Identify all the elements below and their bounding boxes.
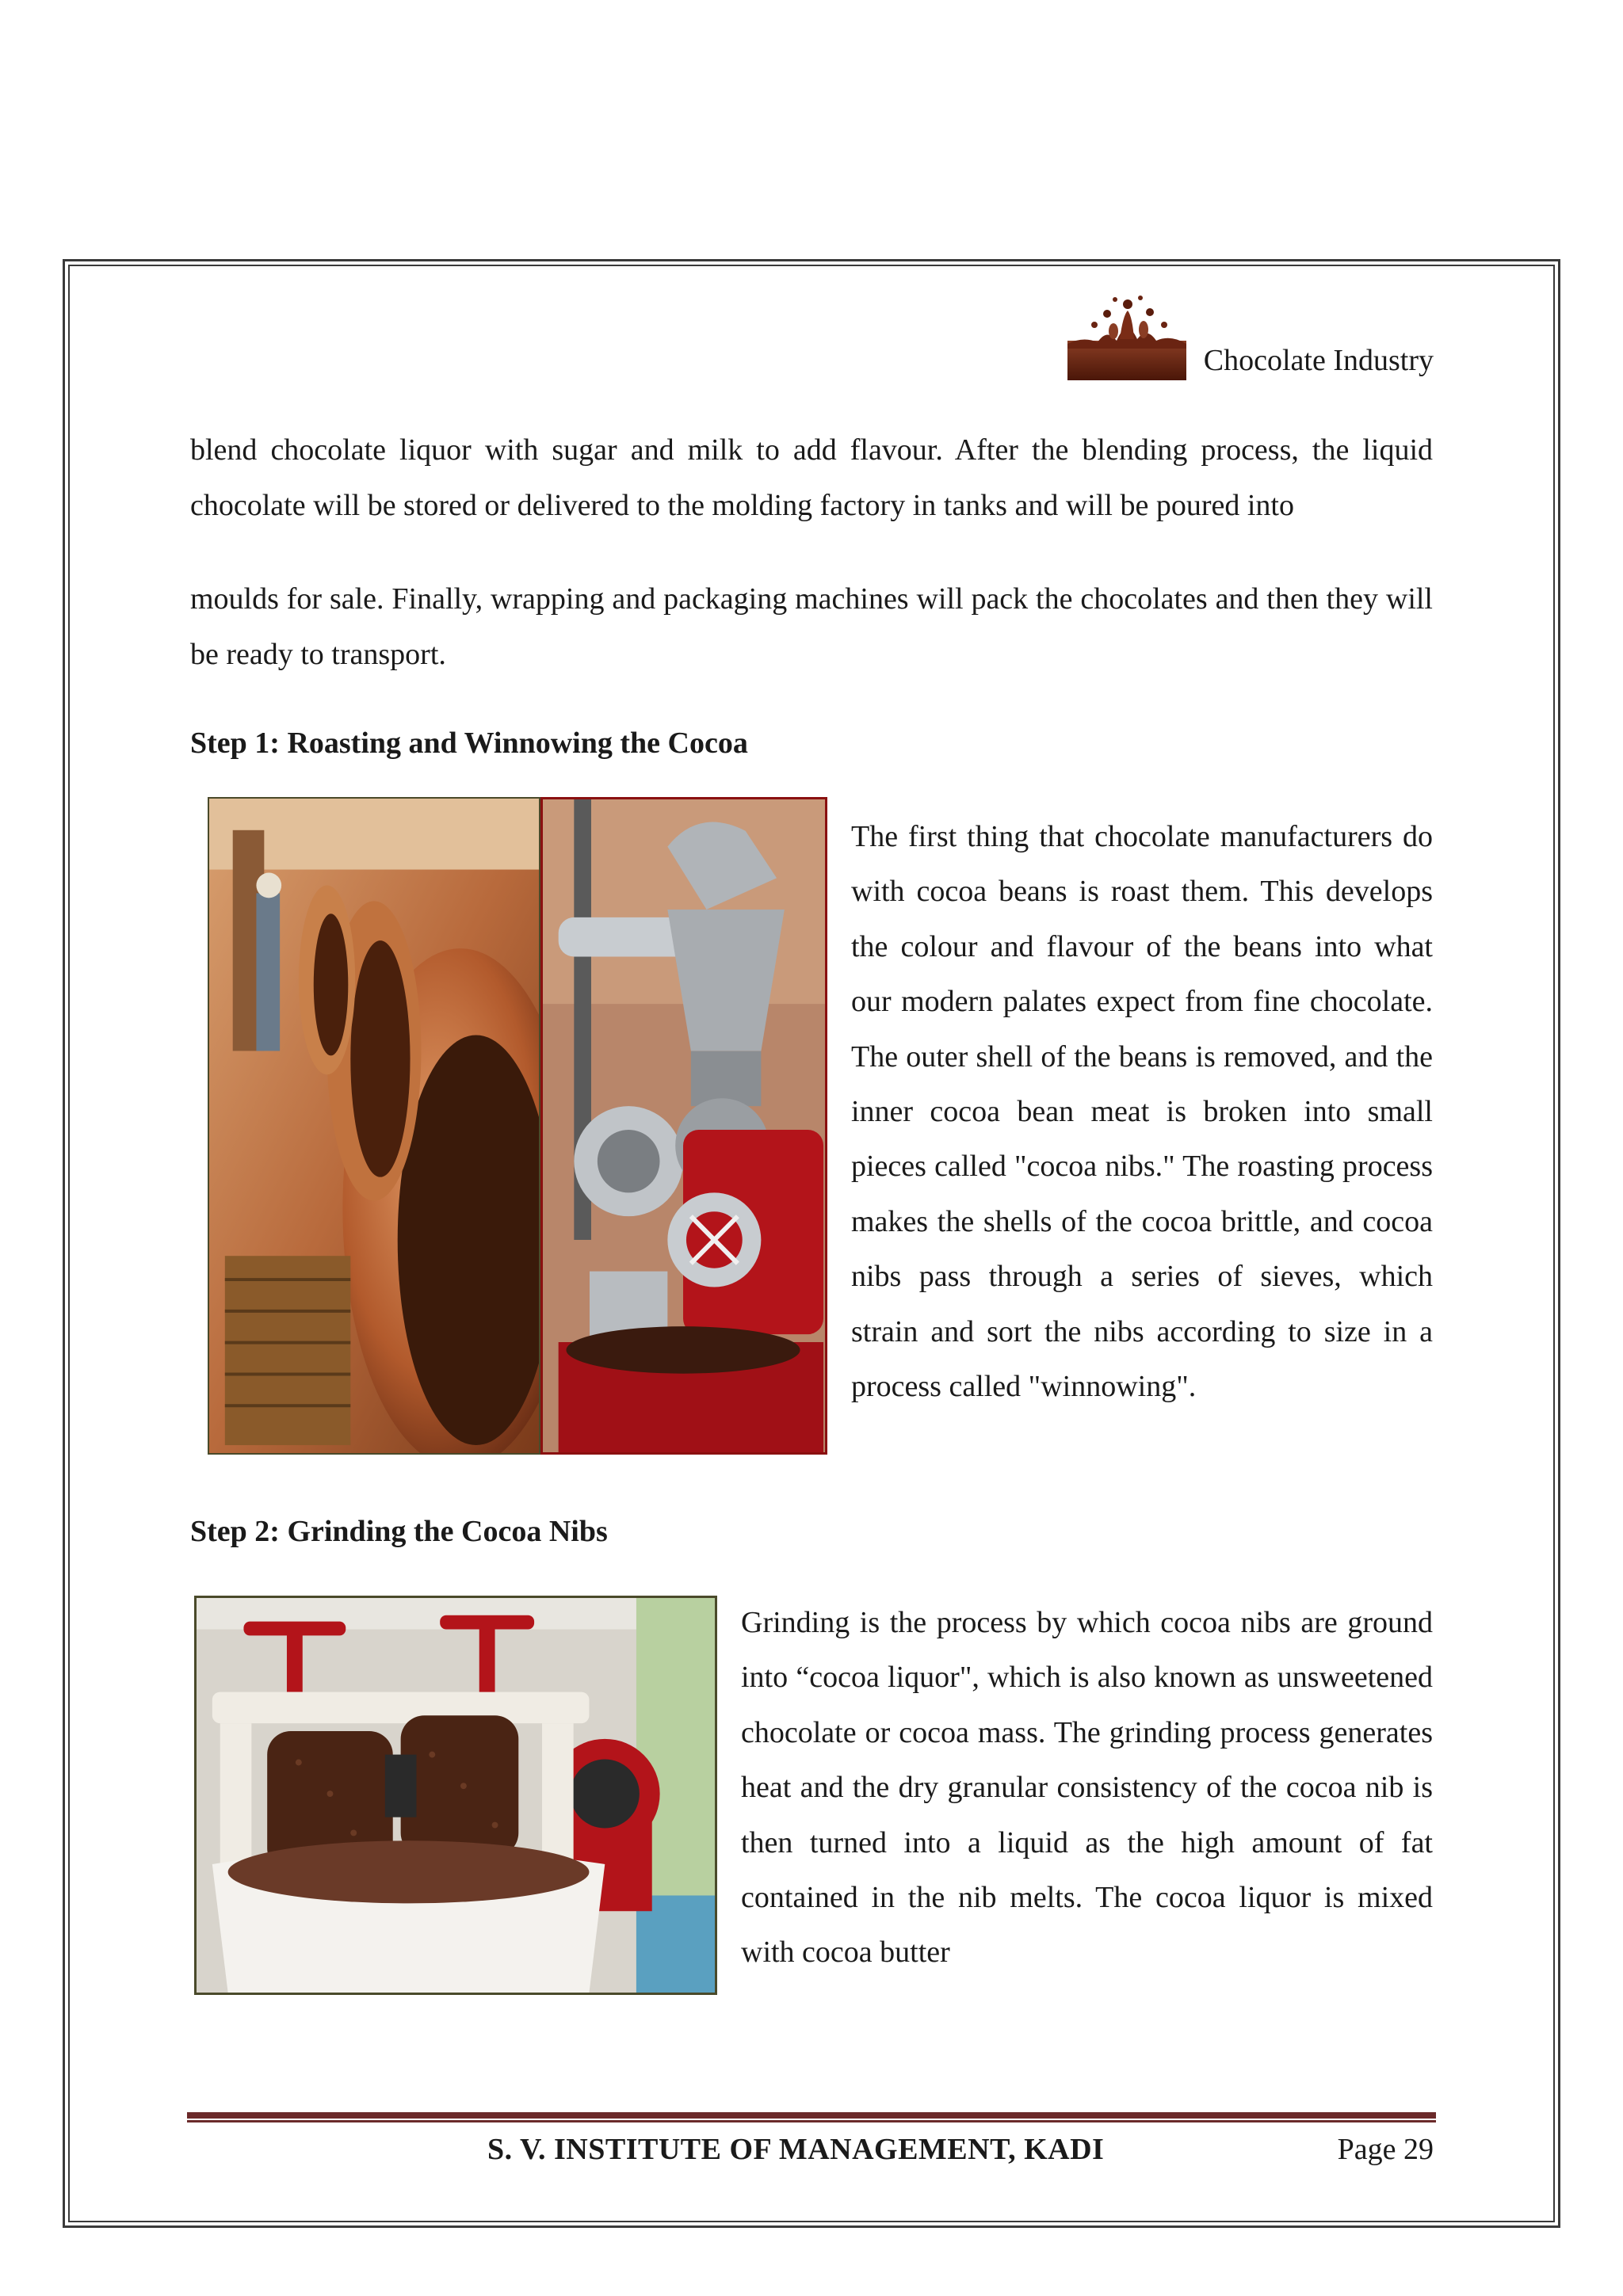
chocolate-splash-icon	[1067, 293, 1186, 380]
header-title: Chocolate Industry	[1203, 344, 1434, 377]
footer-rule	[187, 2112, 1436, 2119]
page-header	[1067, 293, 1434, 380]
step-2-text: Grinding is the process by which cocoa nibs are ground into “cocoa liquor", which is also known as unsweetened chocolate or cocoa mass. The grinding process generates heat and the dry granular consistency of the cocoa nib is then turned into a liquid as the high amount of fat contained in the nib melts. The cocoa liquor is mixed with cocoa butter	[741, 1606, 1433, 1970]
grinding-machine-photo	[194, 1596, 717, 1995]
intro-paragraph-1: blend chocolate liquor with sugar and milk to add flavour. After the blending process, the liquid chocolate will be stored or delivered to the molding factory in tanks and will be poured into	[190, 433, 1433, 522]
footer-rule-thin	[187, 2120, 1436, 2122]
step-2-heading: Step 2: Grinding the Cocoa Nibs	[190, 1515, 608, 1548]
intro-paragraph-2: moulds for sale. Finally, wrapping and packaging machines will pack the chocolates and then they will be ready to transport.	[190, 582, 1433, 671]
page-number: Page 29	[1337, 2133, 1434, 2166]
footer-institute: S. V. INSTITUTE OF MANAGEMENT, KADI	[487, 2133, 1105, 2166]
roaster-machine-photo	[540, 797, 827, 1455]
step-1-text: The first thing that chocolate manufacturers do with cocoa beans is roast them. This develops the colour and flavour of the beans into what our modern palates expect from fine chocolate. The outer shell of the beans is removed, and the inner cocoa bean meat is broken into small pieces called "cocoa nibs." The roasting process makes the shells of the cocoa brittle, and cocoa nibs pass through a series of sieves, which strain and sort the nibs according to size in a process called "winnowing".	[851, 820, 1433, 1404]
step-1-heading: Step 1: Roasting and Winnowing the Cocoa	[190, 727, 748, 760]
roasting-drums-photo	[208, 797, 540, 1455]
